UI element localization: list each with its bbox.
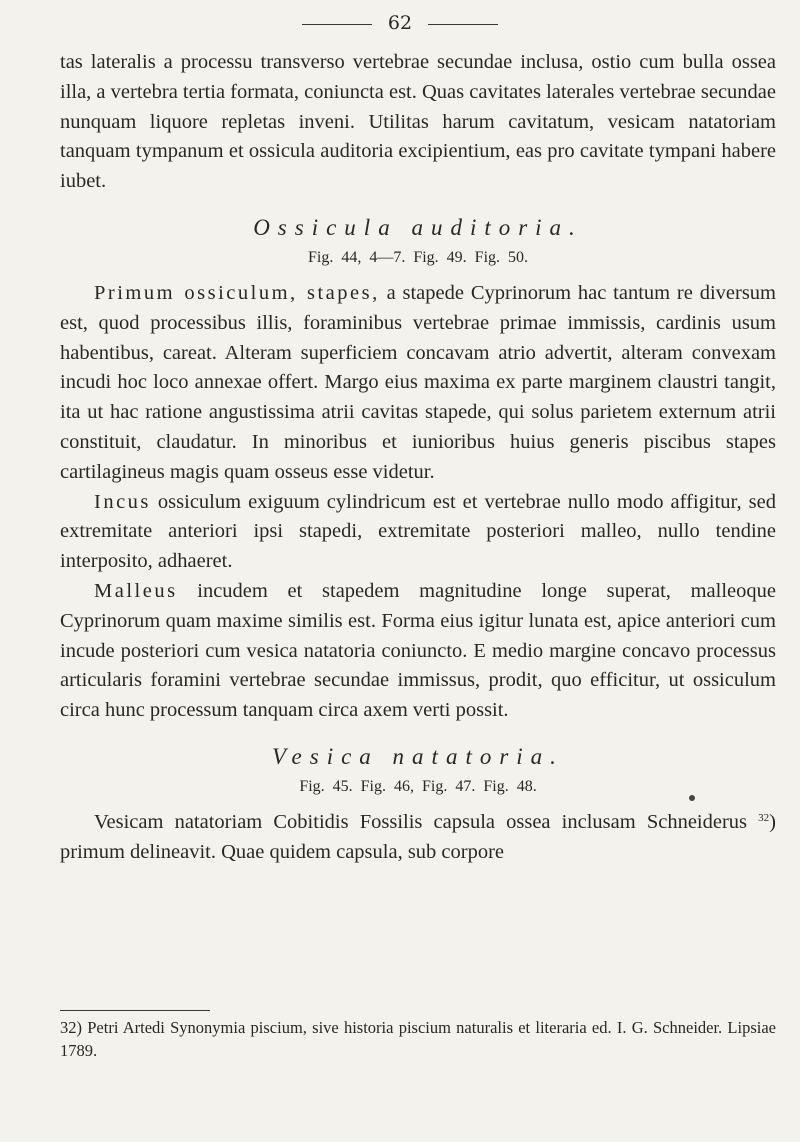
paragraph-stapes <box>60 279 776 488</box>
footnote-reference: 32 <box>758 811 770 824</box>
paragraph-vesica-text-after: ) primum delineavit. Quae quidem capsula, sub corpore <box>60 810 776 863</box>
footnote <box>60 1016 776 1062</box>
footnote-number: 32) <box>60 1018 82 1037</box>
figure-references-vesica: Fig. 45. Fig. 46, Fig. 47. Fig. 48. <box>299 777 537 795</box>
main-text <box>60 48 776 868</box>
paragraph-incus-text: ossiculum exiguum cylindricum est et vertebrae nullo modo affigitur, sed extremitate anteriori ipsi stapedi, extremitate posteriori malleo, nullo tendine interposito, adhaeret. <box>60 490 776 573</box>
term-incus: Incus <box>94 490 151 513</box>
page-header <box>0 12 800 34</box>
paragraph-vesica <box>60 808 776 868</box>
footnote-text: Petri Artedi Synonymia piscium, sive historia piscium naturalis et literaria ed. I. G. Schneider. Lipsiae 1789. <box>60 1018 776 1060</box>
figure-references-ossicula: Fig. 44, 4—7. Fig. 49. Fig. 50. <box>307 248 529 266</box>
ink-dot <box>689 795 695 801</box>
header-rule-left <box>302 24 372 25</box>
term-stapes: Primum ossiculum, stapes, <box>94 281 380 304</box>
paragraph-1: tas lateralis a processu transverso vertebrae secundae inclusa, ostio cum bulla ossea illa, a vertebra tertia formata, coniuncta est. Quas cavitates laterales vertebrae secundae nunquam liquore repletas inveni. Utilitas harum cavitatum, vesicam natatoriam tanquam tympanum et ossicula auditoria excipientium, eas pro cavitate tympani habere iubet. <box>60 51 776 193</box>
term-malleus: Malleus <box>94 579 178 602</box>
footnote-divider <box>60 1010 210 1011</box>
paragraph-malleus <box>60 577 776 726</box>
header-rule-right <box>428 24 498 25</box>
section-heading-vesica: Vesica natatoria. <box>272 743 564 769</box>
paragraph-incus <box>60 488 776 577</box>
paragraph-malleus-text: incudem et stapedem magnitudine longe superat, malleoque Cyprinorum quam maxime similis est. Forma eius igitur lunata est, apice anteriori cum incude posteriori cum vesica natatoria coniuncto. E medio margine concavo processus articularis foramini vertebrae secundae immissus, prodit, quo efficitur, ut ossiculum circa hunc processum tanquam circa axem verti possit. <box>60 579 776 722</box>
section-heading-ossicula: Ossicula auditoria. <box>253 214 583 240</box>
page-number: 62 <box>387 12 413 34</box>
paragraph-vesica-text-before: Vesicam natatoriam Cobitidis Fossilis capsula ossea inclusam Schneiderus <box>94 810 748 833</box>
paragraph-stapes-text: a stapede Cyprinorum hac tantum re diversum est, quod processibus illis, foraminibus vertebrae primae immissis, cardinis usum habentibus, careat. Alteram superficiem concavam atrio advertit, alteram convexam incudi hoc loco annexae offert. Margo eius maxima ex parte marginem claustri tangit, ita ut hac ratione angustissima atrii cavitas stapede, qui solus parietem externum atrii constituit, claudatur. In minoribus et iunioribus huius generis piscibus stapes cartilagineus magis quam osseus esse videtur. <box>60 281 776 483</box>
